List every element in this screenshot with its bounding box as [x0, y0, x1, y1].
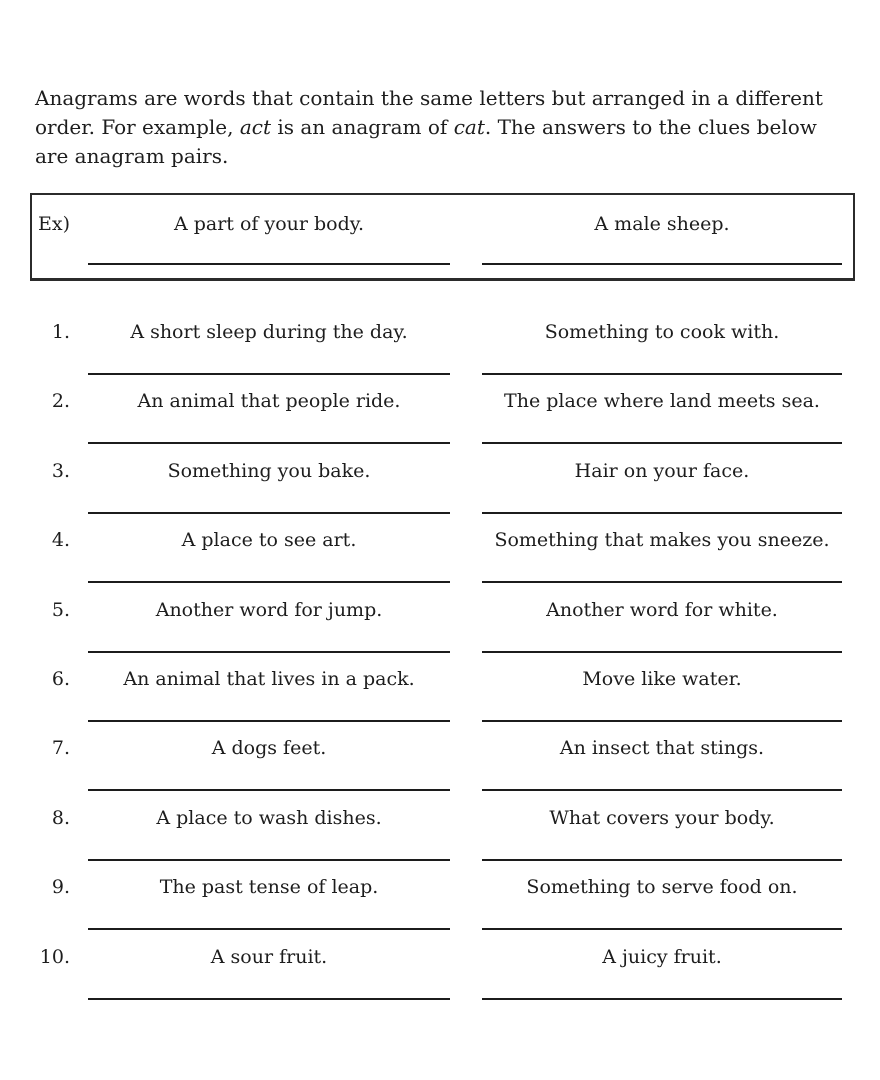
left-column — [88, 453, 450, 522]
left-answer-line[interactable] — [88, 720, 450, 722]
worksheet-row-1 — [35, 314, 845, 383]
right-column — [482, 314, 842, 383]
left-column — [88, 383, 450, 452]
left-clue: Something you bake. — [167, 459, 371, 482]
row-number: 4. — [51, 529, 70, 552]
intro-paragraph — [35, 84, 851, 171]
left-clue: A dogs feet. — [211, 737, 327, 760]
worksheet-row-5 — [35, 592, 845, 661]
left-clue: An animal that lives in a pack. — [123, 667, 415, 690]
left-column — [88, 800, 450, 869]
right-column — [482, 869, 842, 938]
example-left-answer-line[interactable] — [88, 263, 450, 265]
left-answer-line[interactable] — [88, 651, 450, 653]
left-column — [88, 592, 450, 661]
example-row — [35, 195, 825, 278]
left-answer-line[interactable] — [88, 928, 450, 930]
intro-text: Anagrams are words that contain the same letters but arranged in a different order. For example, — [35, 86, 823, 139]
row-number: 1. — [51, 321, 70, 343]
left-answer-line[interactable] — [88, 581, 450, 583]
left-answer-line[interactable] — [88, 512, 450, 514]
worksheet-row-10 — [35, 939, 845, 1008]
left-clue: A sour fruit. — [210, 945, 328, 968]
left-answer-line[interactable] — [88, 373, 450, 375]
left-column — [88, 730, 450, 799]
right-clue: Another word for white. — [546, 598, 778, 621]
example-right-clue: A male sheep. — [594, 213, 730, 235]
worksheet-row-7 — [35, 730, 845, 799]
row-number: 8. — [51, 806, 70, 829]
row-number: 10. — [39, 945, 70, 968]
right-column — [482, 592, 842, 661]
left-answer-line[interactable] — [88, 859, 450, 861]
left-clue: A place to see art. — [181, 529, 357, 552]
worksheet-row-4 — [35, 522, 845, 591]
worksheet-row-2 — [35, 383, 845, 452]
right-answer-line[interactable] — [482, 442, 842, 444]
left-clue: A place to wash dishes. — [156, 806, 382, 829]
right-column — [482, 939, 842, 1008]
left-answer-line[interactable] — [88, 789, 450, 791]
left-column — [88, 661, 450, 730]
example-left-column — [88, 195, 450, 278]
left-clue: Another word for jump. — [155, 598, 383, 621]
row-number: 3. — [51, 459, 70, 482]
row-number: 5. — [51, 598, 70, 621]
right-column — [482, 800, 842, 869]
right-answer-line[interactable] — [482, 928, 842, 930]
intro-text: . The answers to the clues below are anagram pairs. — [35, 115, 817, 168]
clue-list — [35, 314, 845, 1008]
left-column — [88, 869, 450, 938]
example-right-answer-line[interactable] — [482, 263, 842, 265]
example-left-clue: A part of your body. — [173, 213, 365, 235]
right-column — [482, 522, 842, 591]
example-box — [30, 193, 855, 281]
right-clue: Something that makes you sneeze. — [494, 529, 830, 552]
example-label: Ex) — [38, 213, 70, 235]
right-answer-line[interactable] — [482, 998, 842, 1000]
row-number: 6. — [51, 667, 70, 690]
left-column — [88, 314, 450, 383]
right-column — [482, 661, 842, 730]
right-clue: The place where land meets sea. — [504, 390, 820, 413]
right-answer-line[interactable] — [482, 789, 842, 791]
worksheet-row-3 — [35, 453, 845, 522]
row-number: 7. — [51, 737, 70, 760]
left-column — [88, 939, 450, 1008]
left-clue: An animal that people ride. — [137, 390, 401, 413]
right-clue: Something to serve food on. — [526, 876, 798, 899]
left-answer-line[interactable] — [88, 998, 450, 1000]
right-answer-line[interactable] — [482, 859, 842, 861]
right-answer-line[interactable] — [482, 373, 842, 375]
right-clue: Something to cook with. — [544, 321, 780, 343]
intro-italic-cat: cat — [453, 115, 485, 139]
left-column — [88, 522, 450, 591]
worksheet-row-6 — [35, 661, 845, 730]
worksheet-row-8 — [35, 800, 845, 869]
example-right-column — [482, 195, 842, 278]
right-clue: What covers your body. — [549, 806, 775, 829]
right-column — [482, 730, 842, 799]
worksheet-row-9 — [35, 869, 845, 938]
right-answer-line[interactable] — [482, 651, 842, 653]
left-answer-line[interactable] — [88, 442, 450, 444]
right-answer-line[interactable] — [482, 512, 842, 514]
right-clue: Move like water. — [582, 667, 742, 690]
intro-text: is an anagram of — [271, 115, 454, 139]
right-column — [482, 383, 842, 452]
right-column — [482, 453, 842, 522]
intro-italic-act: act — [239, 115, 271, 139]
right-clue: A juicy fruit. — [602, 945, 722, 968]
right-clue: An insect that stings. — [559, 737, 765, 760]
right-clue: Hair on your face. — [574, 459, 750, 482]
right-answer-line[interactable] — [482, 720, 842, 722]
right-answer-line[interactable] — [482, 581, 842, 583]
row-number: 2. — [51, 390, 70, 413]
row-number: 9. — [51, 876, 70, 899]
left-clue: A short sleep during the day. — [130, 321, 408, 343]
left-clue: The past tense of leap. — [159, 876, 379, 899]
